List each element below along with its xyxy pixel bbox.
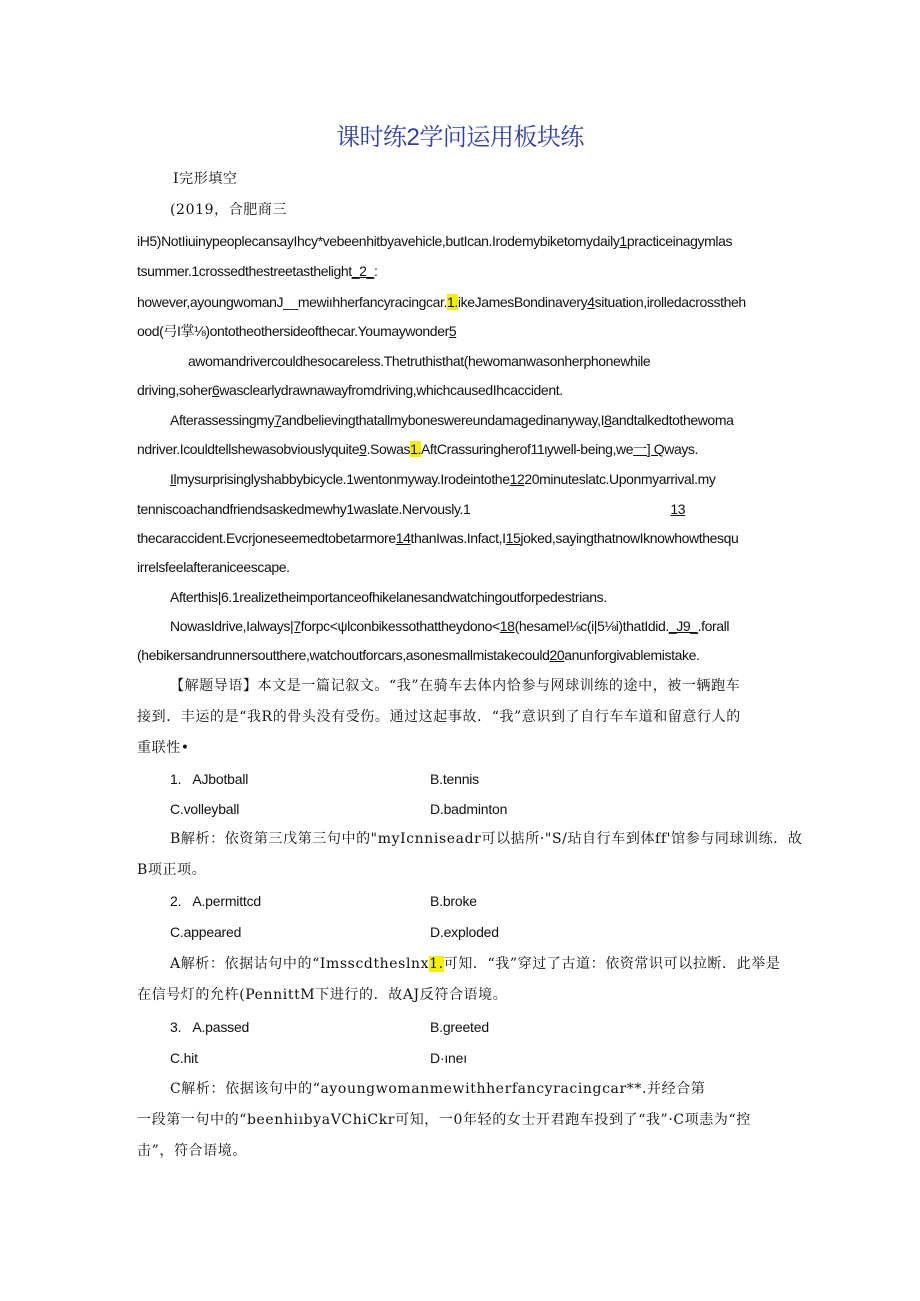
- passage-line: irrelsfeelafteraniceescape.: [137, 559, 290, 575]
- question-3-option-d: D·ıneı: [430, 1050, 467, 1066]
- analysis-line: B解析：依资第三戊第三句中的"myIcnniseadr可以掂所·"S/玷自行车到体ff'馆参与同球训练．故: [170, 831, 803, 847]
- blank-7: 7: [274, 412, 282, 428]
- blank-14: 14: [395, 530, 411, 546]
- question-2-option-d: D.exploded: [430, 924, 499, 940]
- question-1-option-a: 1. AJbotball: [170, 771, 249, 787]
- passage-line: tsummer.1crossedthestreetasthelight_2_:: [137, 263, 378, 279]
- passage-line: awomandrivercouldhesocareless.Thetruthisthat(hewomanwasonherphonewhile: [188, 353, 651, 369]
- analysis-line: B项正项。: [137, 862, 207, 878]
- question-3-option-a: 3. A.passed: [170, 1019, 250, 1035]
- passage-line: tenniscoachandfriendsaskedmewhy1waslate.Nervously.1 13: [137, 501, 686, 517]
- blank-19: _J9_: [668, 618, 698, 634]
- blank-6: 6: [211, 382, 220, 398]
- passage-line: (hebikersandrunnersoutthere,watchoutforcars,asonesmallmistakecould20anunforgivablemistake.: [137, 647, 700, 663]
- blank-8: 8: [604, 412, 612, 428]
- blank-11b: Il: [170, 471, 177, 487]
- source-note: (2019，合肥商三: [170, 202, 288, 218]
- analysis-line: 击”，符合语境。: [137, 1143, 247, 1159]
- question-3-option-b: B.greeted: [430, 1019, 489, 1035]
- question-2-option-b: B.broke: [430, 893, 477, 909]
- blank-11: 一] Q: [633, 441, 665, 457]
- passage-line: ndriver.Icouldtellshewasobviouslyquite9.Sowas1.AftCrassuringherof11ιywell-being,we一] Qways.: [137, 441, 699, 457]
- guide-line: 接到．丰运的是“我R的骨头没有受伤。通过这起事故．“我”意识到了自行车车道和留意行人的: [137, 709, 741, 725]
- highlight-mark: 1.: [429, 956, 444, 972]
- analysis-line: C解析：依据该句中的“ayoungwomanmewithherfancyracingcar**.并经合第: [170, 1081, 706, 1097]
- passage-line: Afterassessingmy7andbelievingthatallmyboneswereundamagedinanyway,I8andtalkedtothewoma: [170, 412, 734, 428]
- blank-5: 5: [448, 323, 457, 339]
- passage-line: NowasIdrive,Ialways|7forpc<ψlconbikessothattheydono<18(hesamel⅛c(i|5⅛i)thatIdid._J9_.forall: [170, 618, 730, 634]
- blank-12: 12: [509, 471, 525, 487]
- analysis-line: A解析：依据诂句中的“Imsscdtheslnx1.可知．“我”穿过了古道：依资常识可以拉断．此举是: [170, 956, 781, 972]
- guide-line: 【解题导语】本文是一篇记叙文。“我”在骑车去体内恰参与网球训练的途中，被一辆跑车: [170, 678, 741, 694]
- blank-15: 15: [505, 530, 521, 546]
- highlight-mark: 1.: [410, 441, 421, 457]
- question-2-option-c: C.appeared: [170, 924, 242, 940]
- passage-line: Ilmysurprisinglyshabbybicycle.1wentonmyway.Irodeintothe1220minuteslatc.Uponmyarrival.my: [170, 471, 716, 487]
- passage-line: thecaraccident.Evcrjoneseemedtobetarmore14thanIwas.Infact,I15joked,sayingthatnowIknowhowthesqu: [137, 530, 739, 546]
- passage-line: iH5)NotIiuinypeoplecansayIhcy*vebeenhitbyavehicle,butIcan.Irodemybiketomydaily1practiceinagymlas: [137, 233, 733, 249]
- analysis-line: 一段第一句中的“beenhiıbyaVChiCkr可知，一0年轻的女士开君跑车投到了“我”·C项恚为“控: [137, 1112, 751, 1128]
- page-title: 课时练2学问运用板块练: [336, 124, 584, 151]
- passage-line: driving,soher6wasclearlydrawnawayfromdriving,whichcausedIhcaccident.: [137, 382, 563, 398]
- passage-line: however,ayoungwomanJ__mewiıhherfancyracingcar.1.ikeJamesBondinavery4situation,irolledacrosstheh: [137, 294, 746, 310]
- blank-17: |7: [290, 618, 301, 634]
- question-3-option-c: C.hit: [170, 1050, 198, 1066]
- blank-13: 13: [670, 501, 686, 517]
- question-1-option-c: C.volleyball: [170, 801, 240, 817]
- blank-18: 18: [499, 618, 515, 634]
- blank-9: 9: [359, 441, 367, 457]
- analysis-line: 在信号灯的允杵(PennittM下进行的．故AJ反符合语境。: [137, 987, 508, 1003]
- blank-4: 4: [587, 294, 595, 310]
- blank-20: 20: [549, 647, 565, 663]
- highlight-mark: 1.: [447, 294, 458, 310]
- blank-2: _2_: [351, 263, 374, 279]
- section-heading: I完形填空: [173, 171, 238, 187]
- blank-1: 1: [619, 233, 627, 249]
- passage-line: Afterthis|6.1realizetheimportanceofhikelanesandwatchingoutforpedestrians.: [170, 589, 607, 605]
- question-1-option-d: D.badminton: [430, 801, 508, 817]
- question-2-option-a: 2. A.permittcd: [170, 893, 261, 909]
- question-1-option-b: B.tennis: [430, 771, 479, 787]
- guide-line: 重联性•: [137, 740, 190, 756]
- passage-line: ood(弓I掌⅛)ontotheothersideofthecar.Youmaywonder5: [137, 323, 457, 339]
